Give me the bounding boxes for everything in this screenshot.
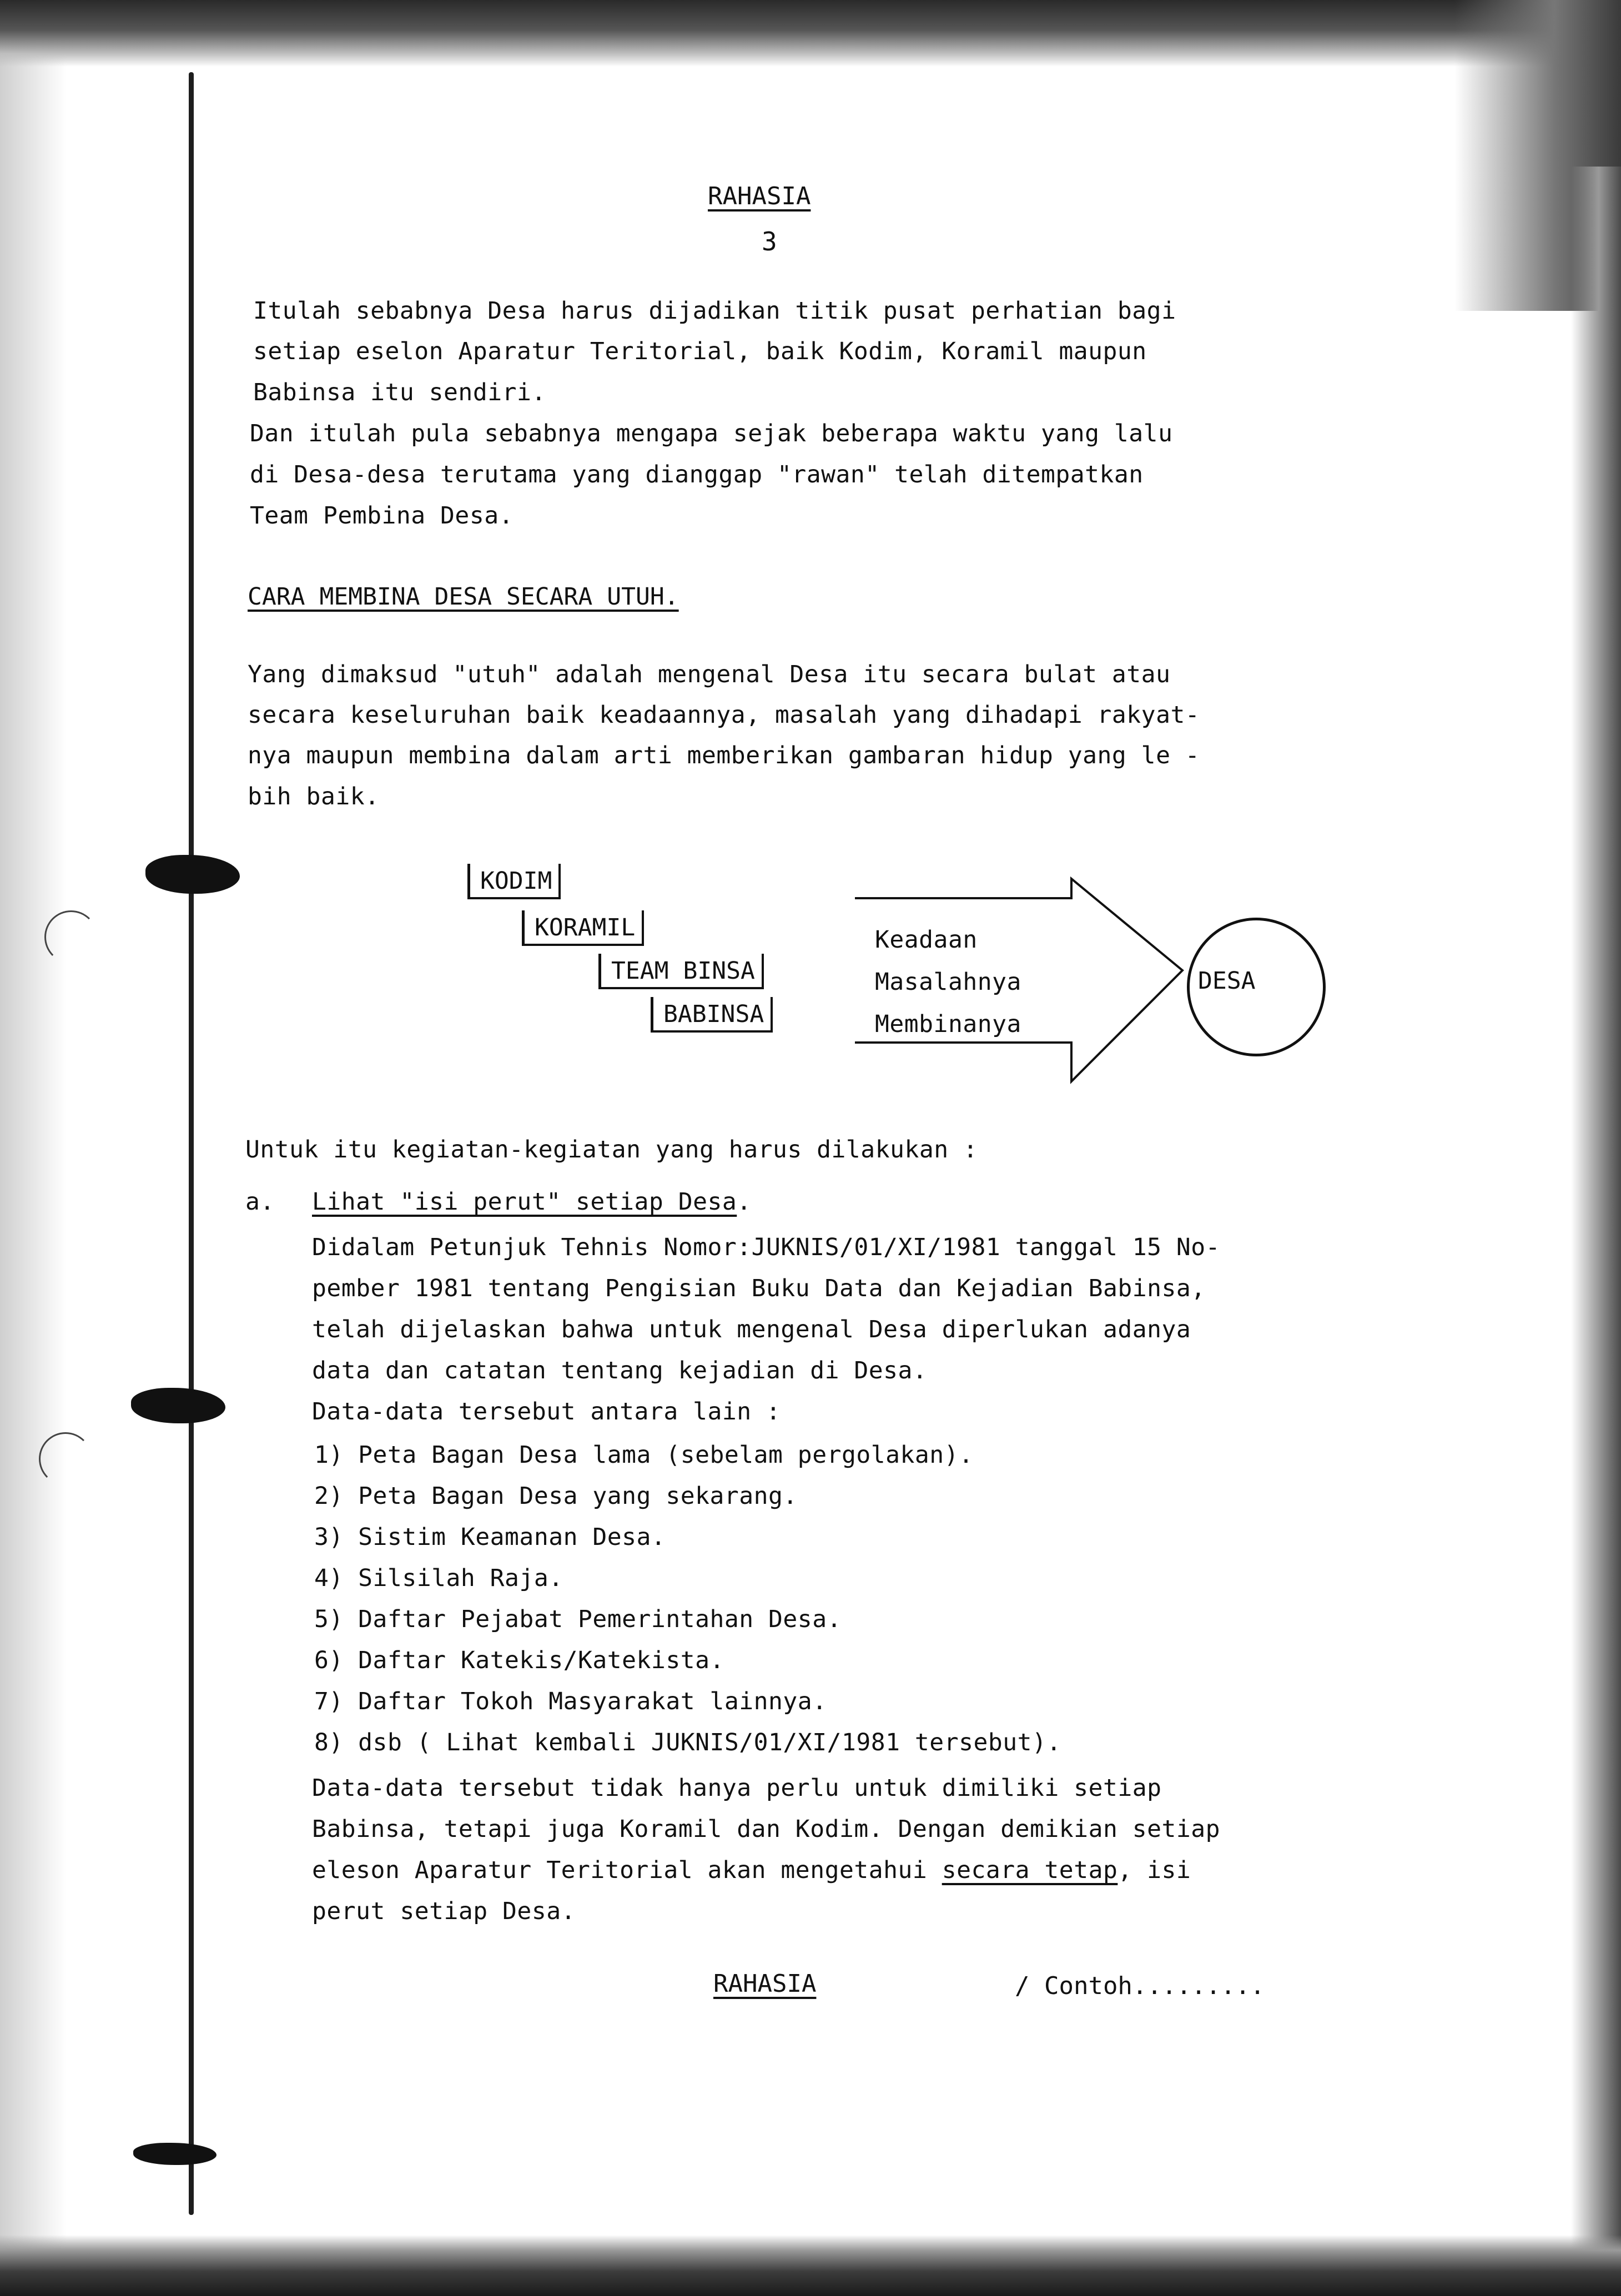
punch-hole xyxy=(44,910,98,964)
classification-header: RAHASIA xyxy=(708,182,811,210)
binding-clip xyxy=(133,2143,217,2165)
data-list-item: 6) Daftar Katekis/Katekista. xyxy=(314,1647,724,1674)
binding-clip xyxy=(145,855,240,894)
closing-text: , isi xyxy=(1117,1856,1191,1884)
intro-line: Dan itulah pula sebabnya mengapa sejak beberapa waktu yang lalu xyxy=(250,420,1173,447)
item-a-body-line: Data-data tersebut antara lain : xyxy=(312,1398,781,1426)
item-a-closing-line: perut setiap Desa. xyxy=(312,1897,576,1925)
intro-line: Team Pembina Desa. xyxy=(250,502,514,530)
scan-edge-bottom xyxy=(0,2235,1621,2296)
binding-clip xyxy=(131,1388,225,1423)
item-a-closing-line xyxy=(312,1856,1191,1884)
diagram-level-team-binsa: TEAM BINSA xyxy=(598,954,764,989)
definition-line: Yang dimaksud "utuh" adalah mengenal Desa itu secara bulat atau xyxy=(248,661,1171,688)
diagram-arrow-item: Keadaan xyxy=(875,926,978,954)
closing-emphasis: secara tetap xyxy=(942,1856,1118,1884)
data-list-item: 4) Silsilah Raja. xyxy=(314,1564,563,1592)
data-list-item: 8) dsb ( Lihat kembali JUKNIS/01/XI/1981 tersebut). xyxy=(314,1729,1061,1756)
data-list-item: 1) Peta Bagan Desa lama (sebelam pergolakan). xyxy=(314,1441,974,1469)
activities-intro: Untuk itu kegiatan-kegiatan yang harus dilakukan : xyxy=(245,1136,978,1164)
item-a-closing-line: Data-data tersebut tidak hanya perlu untuk dimiliki setiap xyxy=(312,1774,1162,1802)
closing-text: eleson Aparatur Teritorial akan mengetahui xyxy=(312,1856,942,1884)
intro-line: di Desa-desa terutama yang dianggap "rawan" telah ditempatkan xyxy=(250,461,1144,489)
item-a-title-line xyxy=(312,1188,752,1216)
item-a-title-end: . xyxy=(737,1188,752,1216)
definition-line: nya maupun membina dalam arti memberikan gambaran hidup yang le - xyxy=(248,742,1200,769)
page-number: 3 xyxy=(762,226,777,256)
binding-spine xyxy=(189,72,194,2215)
definition-line: secara keseluruhan baik keadaannya, masalah yang dihadapi rakyat- xyxy=(248,701,1200,729)
diagram-level-babinsa: BABINSA xyxy=(651,997,773,1033)
intro-line: Babinsa itu sendiri. xyxy=(253,379,546,406)
diagram-desa-label: DESA xyxy=(1198,967,1256,995)
scan-edge-top xyxy=(0,0,1621,67)
section-heading: CARA MEMBINA DESA SECARA UTUH. xyxy=(248,583,679,611)
item-a-body-line: data dan catatan tentang kejadian di Desa. xyxy=(312,1357,928,1384)
diagram-arrow-item: Membinanya xyxy=(875,1010,1021,1038)
data-list-item: 3) Sistim Keamanan Desa. xyxy=(314,1523,666,1551)
intro-line: Itulah sebabnya Desa harus dijadikan titik pusat perhatian bagi xyxy=(253,297,1176,325)
item-a-body-line: telah dijelaskan bahwa untuk mengenal Desa diperlukan adanya xyxy=(312,1316,1191,1343)
diagram-arrow-item: Masalahnya xyxy=(875,968,1021,996)
item-a-body-line: Didalam Petunjuk Tehnis Nomor:JUKNIS/01/XI/1981 tanggal 15 No- xyxy=(312,1233,1221,1261)
classification-footer: RAHASIA xyxy=(713,1970,817,1998)
definition-line: bih baik. xyxy=(248,783,380,810)
diagram-level-kodim: KODIM xyxy=(467,864,561,899)
item-a-title: Lihat "isi perut" setiap Desa xyxy=(312,1188,737,1216)
diagram-level-koramil: KORAMIL xyxy=(522,910,644,946)
punch-hole xyxy=(39,1432,92,1486)
item-a-body-line: pember 1981 tentang Pengisian Buku Data dan Kejadian Babinsa, xyxy=(312,1275,1206,1302)
intro-line: setiap eselon Aparatur Teritorial, baik Kodim, Koramil maupun xyxy=(253,338,1147,365)
data-list-item: 7) Daftar Tokoh Masyarakat lainnya. xyxy=(314,1688,827,1715)
continuation-marker: / Contoh......... xyxy=(1015,1972,1265,2000)
scan-edge-left xyxy=(0,0,67,2296)
item-a-closing-line: Babinsa, tetapi juga Koramil dan Kodim. Dengan demikian setiap xyxy=(312,1815,1221,1843)
data-list-item: 5) Daftar Pejabat Pemerintahan Desa. xyxy=(314,1605,842,1633)
data-list-item: 2) Peta Bagan Desa yang sekarang. xyxy=(314,1482,798,1510)
item-a-marker: a. xyxy=(245,1188,275,1216)
scan-edge-right xyxy=(1571,167,1621,2296)
